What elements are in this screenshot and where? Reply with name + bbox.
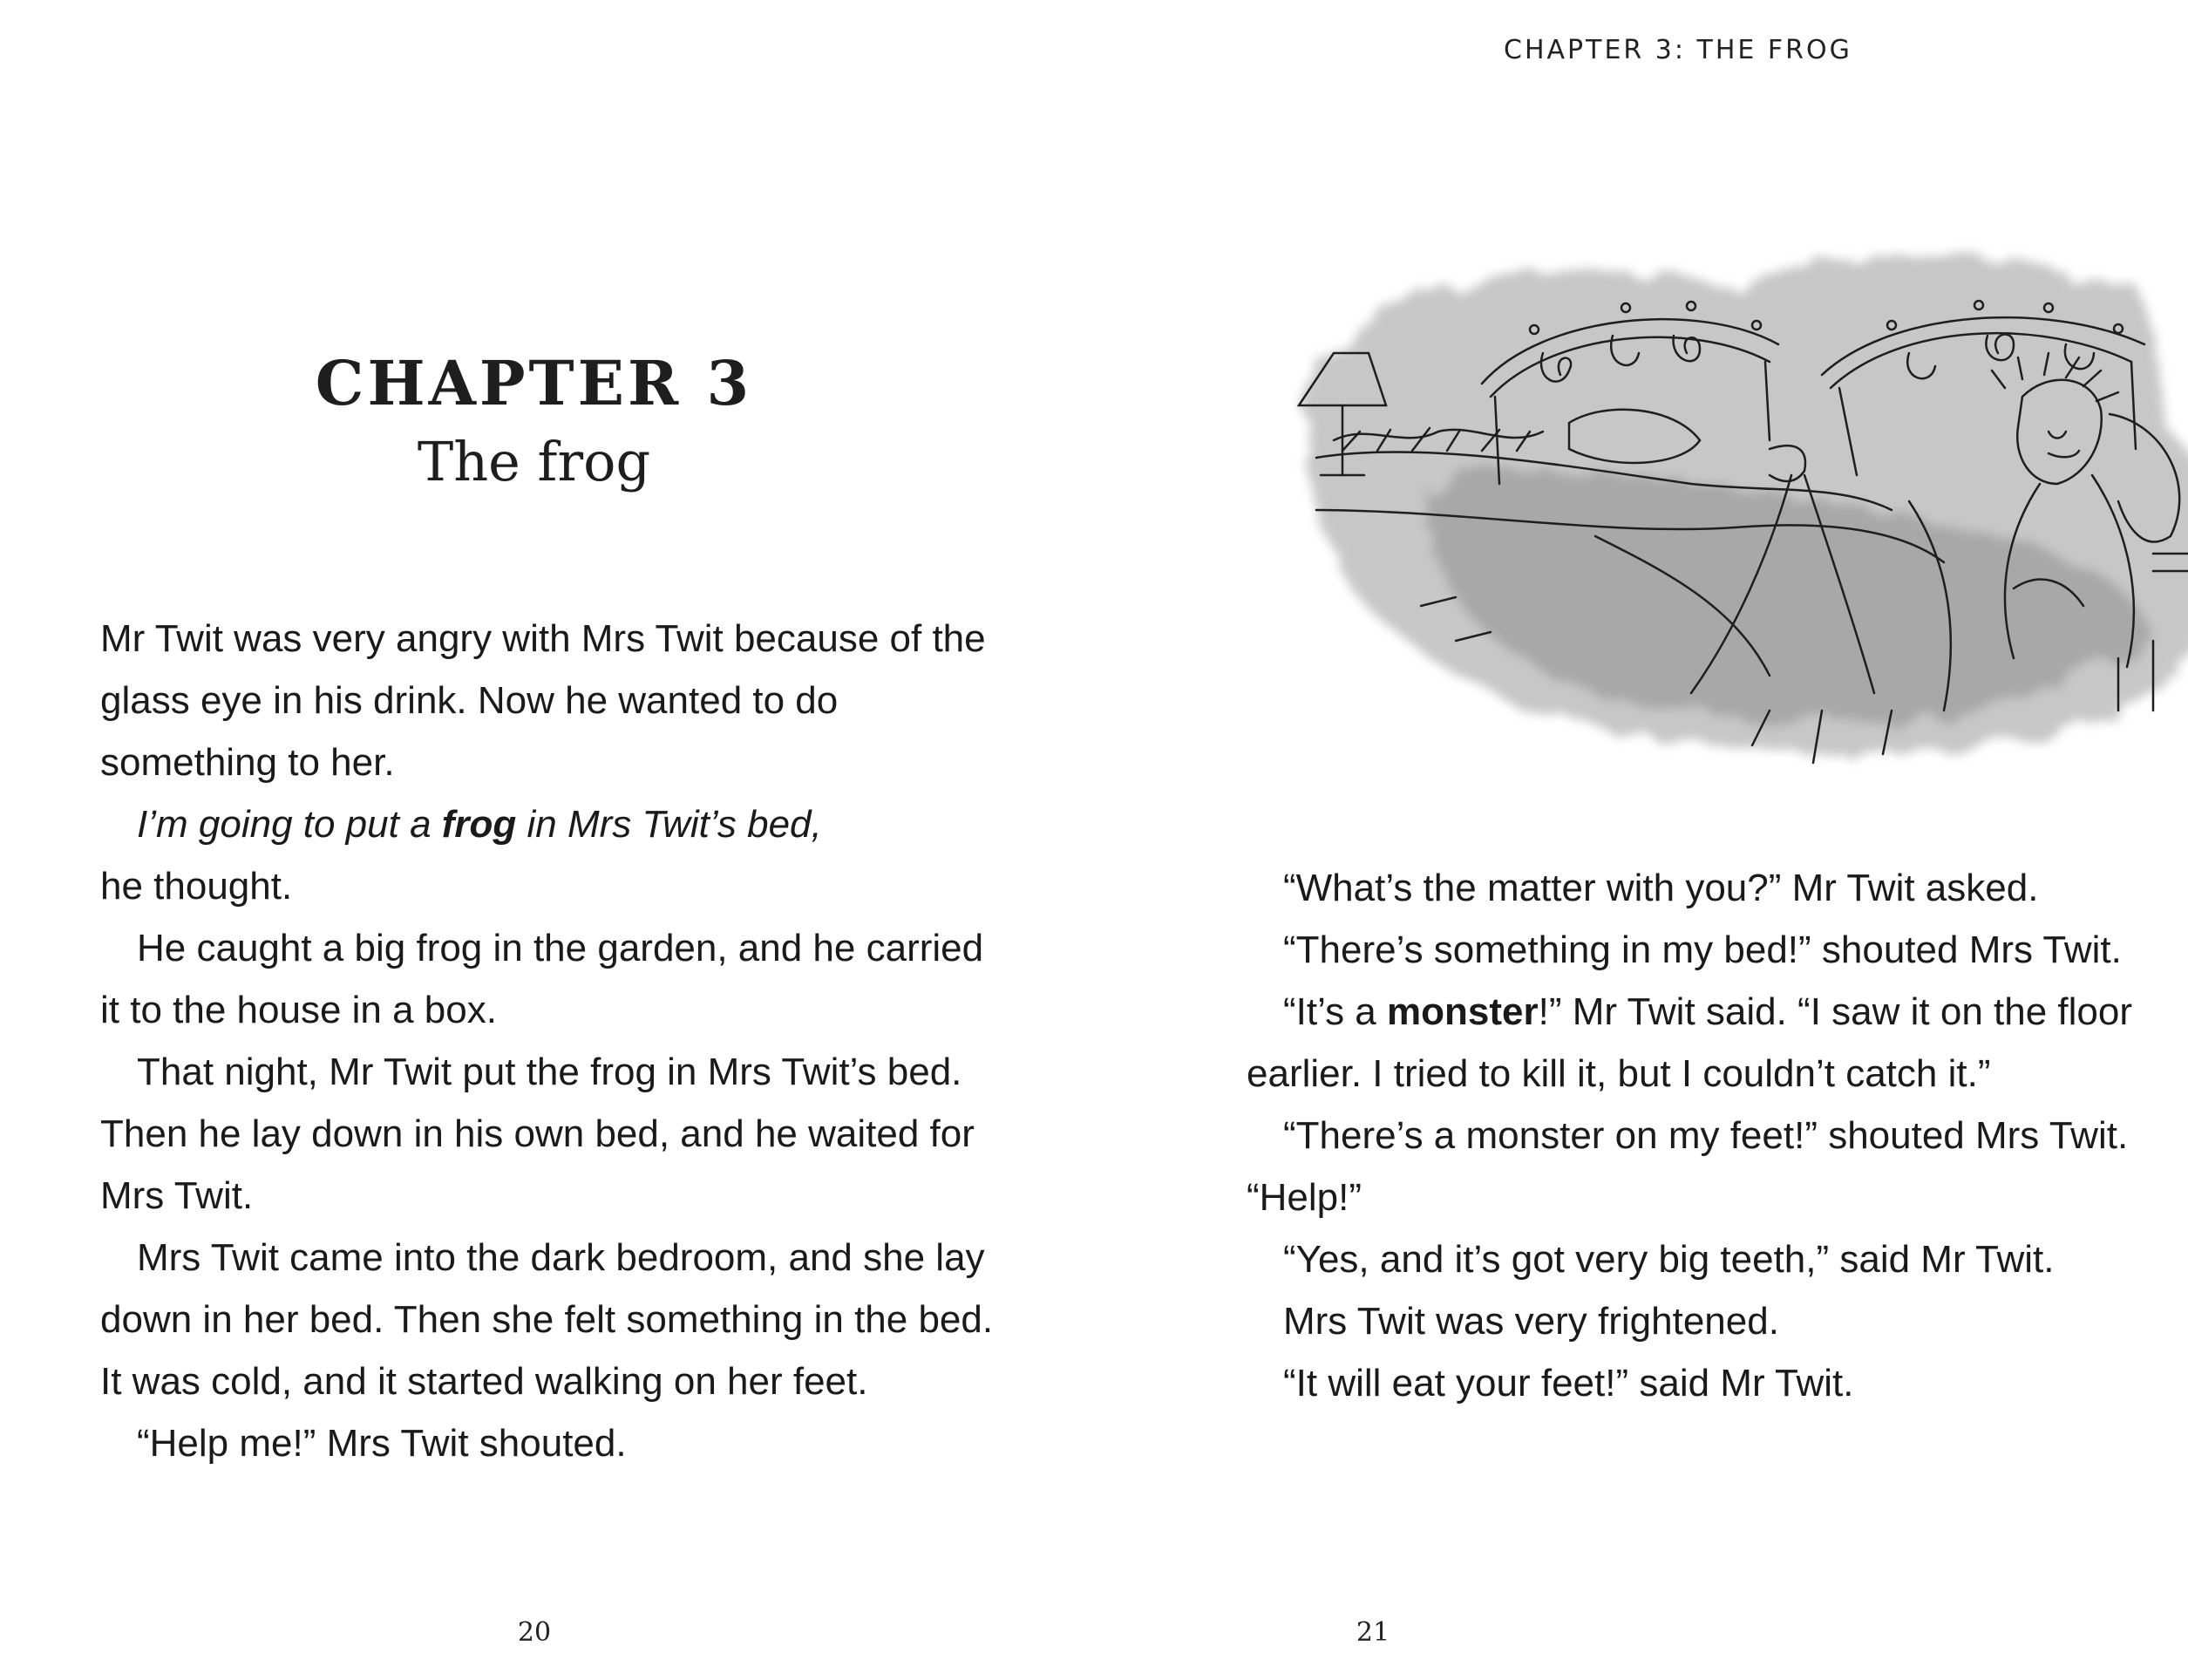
left-body-text: [100, 608, 1007, 1474]
running-head: CHAPTER 3: THE FROG: [1504, 35, 1852, 65]
paragraph-continuation: he thought.: [100, 865, 293, 908]
text-run: !” Mr Twit said. “I saw it on the floor earlier. I tried to kill it, but I couldn’t catch it.”: [1247, 990, 2133, 1095]
italic-text: in Mrs Twit’s bed,: [516, 803, 822, 846]
paragraph: “It will eat your feet!” said Mr Twit.: [1283, 1362, 1854, 1405]
bold-word: monster: [1387, 990, 1539, 1033]
page-number: 20: [517, 1617, 552, 1648]
bedroom-illustration: [1281, 222, 2188, 780]
paragraph: “There’s something in my bed!” shouted Mrs Twit.: [1283, 928, 2122, 971]
chapter-title: The frog: [417, 430, 651, 493]
paragraph: “There’s a monster on my feet!” shouted Mrs Twit. “Help!”: [1247, 1114, 2129, 1219]
italic-text: I’m going to put a: [137, 803, 442, 846]
text-run: “It’s a: [1283, 990, 1388, 1033]
chapter-heading: [0, 344, 1068, 501]
paragraph: That night, Mr Twit put the frog in Mrs Twit’s bed. Then he lay down in his own bed, and he waited for Mrs Twit.: [100, 1051, 975, 1217]
paragraph: Mrs Twit came into the dark bedroom, and she lay down in her bed. Then she felt something in the bed. It was cold, and it started walking on her feet.: [100, 1236, 994, 1403]
chapter-label: CHAPTER 3: [315, 347, 753, 419]
bold-word: frog: [441, 803, 517, 846]
paragraph: “Help me!” Mrs Twit shouted.: [137, 1422, 627, 1465]
right-body-text: [1247, 857, 2153, 1414]
paragraph-thought: [100, 793, 1007, 855]
paragraph: “Yes, and it’s got very big teeth,” said Mr Twit.: [1283, 1238, 2055, 1281]
paragraph: He caught a big frog in the garden, and he carried it to the house in a box.: [100, 927, 984, 1031]
paragraph: “What’s the matter with you?” Mr Twit asked.: [1283, 867, 2039, 909]
paragraph: Mrs Twit was very frightened.: [1283, 1300, 1779, 1343]
page-number: 21: [1356, 1617, 1390, 1648]
right-page: [1094, 0, 2188, 1680]
paragraph-monster: [1247, 981, 2153, 1105]
paragraph: Mr Twit was very angry with Mrs Twit because of the glass eye in his drink. Now he wanted to do something to her.: [100, 617, 986, 784]
